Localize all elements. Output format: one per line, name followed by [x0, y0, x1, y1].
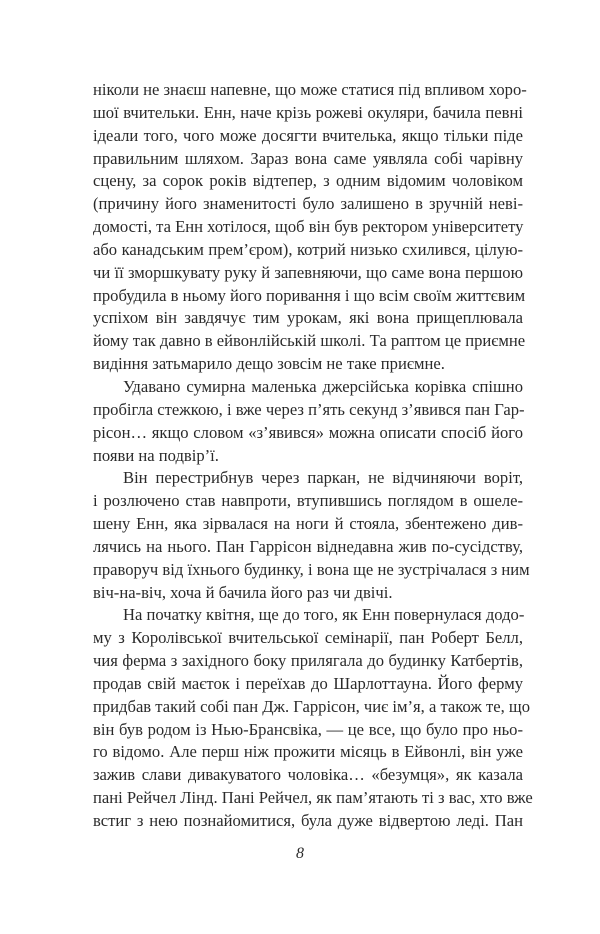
text-line: зажив слави дивакуватого чоловіка… «безумця», як казала	[93, 765, 523, 785]
text-line: пробудила в ньому його поривання і що всім своїм життєвим	[93, 285, 526, 305]
text-line: ідеали того, чого може досягти вчителька, якщо тільки піде	[93, 125, 523, 145]
text-line: шої вчительки. Енн, наче крізь рожеві окуляри, бачила певні	[93, 102, 523, 122]
text-line: му з Королівської вчительської семінарії, пан Роберт Белл,	[93, 628, 523, 648]
text-line: видіння затьмарило дещо зовсім не таке приємне.	[93, 354, 445, 374]
text-line: і розлючено став навпроти, втупившись поглядом в ошеле-	[93, 491, 523, 511]
text-line: лячись на нього. Пан Гаррісон віднедавна жив по-сусідству,	[93, 536, 523, 556]
text-line: успіхом він завдячує тим урокам, які вона прищеплювала	[93, 308, 523, 328]
text-line: чия ферма з західного боку прилягала до будинку Катбертів,	[93, 651, 523, 671]
text-line: (причину його знаменитості було залишено в зручній неві-	[93, 194, 523, 214]
text-line: правильним шляхом. Зараз вона саме уявляла собі чарівну	[93, 148, 523, 168]
text-line: або канадським прем’єром), котрий низько схилився, цілую-	[93, 239, 523, 259]
text-line: пробігла стежкою, і вже через п’ять секунд з’явився пан Гар-	[93, 399, 525, 419]
text-line: йому так давно в ейвонлійській школі. Та раптом це приємне	[93, 331, 526, 351]
text-line: він був родом із Нью-Брансвіка, — це все, що було про ньо-	[93, 719, 523, 739]
text-line: На початку квітня, ще до того, як Енн повернулася додо-	[123, 605, 525, 625]
text-line: го відомо. Але перш ніж прожити місяць в Ейвонлі, він уже	[93, 742, 523, 762]
book-page-body	[93, 79, 533, 833]
text-line: появи на подвір’ї.	[93, 445, 219, 465]
text-line: Він перестрибнув через паркан, не відчиняючи воріт,	[123, 468, 523, 488]
text-line: рісон… якщо словом «з’явився» можна описати спосіб його	[93, 422, 523, 442]
text-line: сцену, за сорок років відтепер, з одним відомим чоловіком	[93, 171, 523, 191]
text-line: придбав такий собі пан Дж. Гаррісон, чиє ім’я, а також те, що	[93, 696, 530, 716]
text-line: продав свій маєток і переїхав до Шарлоттауна. Його ферму	[93, 673, 523, 693]
page-number: 8	[296, 845, 304, 862]
text-line: праворуч від їхнього будинку, і вона ще не зустрічалася з ним	[93, 559, 530, 579]
text-line: Удавано сумирна маленька джерсійська корівка спішно	[123, 376, 523, 396]
text-line: домості, та Енн хотілося, щоб він був ректором університету	[93, 217, 524, 237]
text-line: чи її зморшкувату руку й запевняючи, що саме вона першою	[93, 262, 523, 282]
text-line: ніколи не знаєш напевне, що може статися під впливом хоро-	[93, 80, 527, 99]
text-line: шену Енн, яка зірвалася на ноги й стояла, збентежено див-	[93, 514, 523, 534]
text-line: встиг з нею познайомитися, була дуже відвертою леді. Пан	[93, 811, 523, 830]
text-line: пані Рейчел Лінд. Пані Рейчел, як пам’ятають ті з вас, хто вже	[93, 788, 533, 808]
text-line: віч-на-віч, хоча й бачила його раз чи двічі.	[93, 582, 393, 602]
